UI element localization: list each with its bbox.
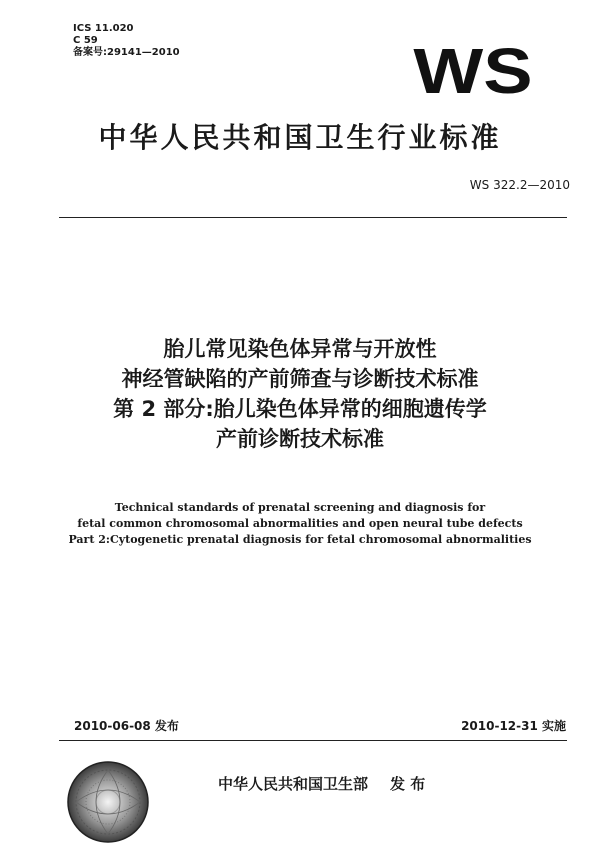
implementation-date: 2010-12-31 实施	[461, 719, 566, 733]
top-divider	[59, 217, 567, 218]
english-title-line: fetal common chromosomal abnormalities and open neural tube defects	[77, 517, 523, 530]
chinese-title-line: 第 2 部分:胎儿染色体异常的细胞遗传学	[113, 397, 487, 421]
ics-code: ICS 11.020	[73, 23, 134, 34]
filing-number: 备案号:29141—2010	[73, 47, 180, 58]
ccs-code: C 59	[73, 35, 98, 46]
release-date: 2010-06-08 发布	[74, 719, 179, 733]
standard-number: WS 322.2—2010	[469, 178, 570, 192]
english-title	[0, 500, 600, 548]
classification-block	[73, 23, 180, 59]
chinese-title-line: 胎儿常见染色体异常与开放性	[163, 337, 437, 361]
chinese-title-line: 产前诊断技术标准	[216, 427, 384, 451]
chinese-title-line: 神经管缺陷的产前筛查与诊断技术标准	[121, 367, 479, 391]
english-title-line: Technical standards of prenatal screening and diagnosis for	[114, 501, 486, 514]
issuing-authority	[218, 773, 425, 794]
english-title-line: Part 2:Cytogenetic prenatal diagnosis for fetal chromosomal abnormalities	[68, 533, 532, 546]
bottom-divider	[59, 740, 567, 741]
issuer-title: 中华人民共和国卫生行业标准	[98, 121, 502, 154]
ws-logo	[411, 38, 535, 98]
issue-action: 发 布	[390, 775, 426, 793]
anti-counterfeit-seal	[64, 758, 152, 846]
chinese-title	[0, 334, 600, 454]
ws-logo-text: WS	[413, 38, 533, 98]
issuer-name: 中华人民共和国卫生部	[218, 775, 369, 793]
